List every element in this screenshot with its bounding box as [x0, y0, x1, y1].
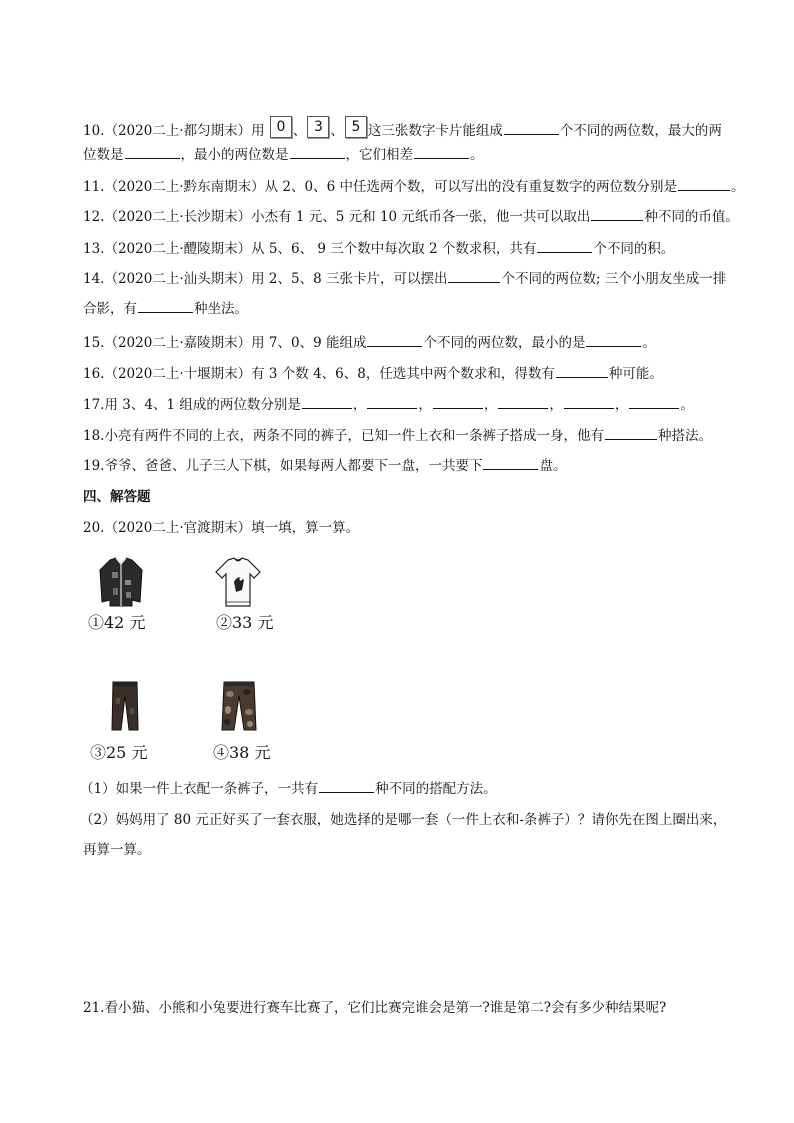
- answer-blank[interactable]: [367, 394, 417, 409]
- price-label: ②33 元: [216, 613, 274, 632]
- answer-blank[interactable]: [302, 394, 352, 409]
- answer-blank[interactable]: [414, 144, 469, 159]
- question-14-line-2: 合影，有 种坐法。: [83, 298, 723, 319]
- question-16: 16.（2020二上·十堰期末）有 3 个数 4、6、8，任选其中两个数求和，得数有 种可能。: [83, 363, 723, 384]
- question-12: 12.（2020二上·长沙期末）小杰有 1 元、5 元和 10 元纸币各一张，他一共可以取出 种不同的币值。: [83, 206, 723, 227]
- answer-blank[interactable]: [564, 394, 614, 409]
- section-heading: 四、解答题: [83, 489, 151, 505]
- answer-blank[interactable]: [319, 778, 374, 793]
- price-label: ③25 元: [90, 743, 148, 762]
- digit-card-3: 3: [307, 116, 329, 138]
- question-20: 20.（2020二上·官渡期末）填一填，算一算。: [83, 520, 360, 536]
- clothing-item-2: [214, 556, 262, 608]
- question-15: 15.（2020二上·嘉陵期末）用 7、0、9 能组成 个不同的两位数，最小的是 。: [83, 332, 723, 353]
- answer-blank[interactable]: [367, 332, 422, 347]
- question-20-part-2-line-2: 再算一算。: [83, 842, 151, 858]
- pants-icon: [110, 680, 140, 732]
- camo-pants-icon: [220, 680, 258, 732]
- question-19: 19.爷爷、爸爸、儿子三人下棋，如果每两人都要下一盘，一共要下 盘。: [83, 455, 723, 476]
- answer-blank[interactable]: [504, 120, 559, 135]
- answer-blank[interactable]: [537, 238, 592, 253]
- question-10-line-1: 10.（2020二上·都匀期末）用 0 、 3 、 5 这三张数字卡片能组成 个不同的两位数，最大的两: [83, 116, 723, 141]
- question-14-line-1: 14.（2020二上·汕头期末）用 2、5、8 三张卡片，可以摆出 个不同的两位数; 三个小朋友坐成一排: [83, 268, 723, 289]
- digit-card-0: 0: [270, 116, 292, 138]
- question-17: 17.用 3、4、1 组成的两位数分别是 ， ， ， ， ， 。: [83, 394, 723, 415]
- answer-blank[interactable]: [591, 206, 643, 221]
- answer-blank[interactable]: [605, 425, 657, 440]
- question-21: 21.看小猫、小熊和小兔要进行赛车比赛了，它们比赛完谁会是第一?谁是第二?会有多少种结果呢?: [83, 1000, 667, 1016]
- answer-blank[interactable]: [125, 144, 180, 159]
- answer-blank[interactable]: [678, 176, 730, 191]
- clothing-item-4: [220, 680, 258, 732]
- question-20-part-1: （1）如果一件上衣配一条裤子，一共有 种不同的搭配方法。: [80, 778, 720, 799]
- answer-blank[interactable]: [483, 455, 538, 470]
- question-10-line-2: 位数是 ，最小的两位数是 ，它们相差 。: [83, 144, 723, 165]
- question-18: 18.小亮有两件不同的上衣，两条不同的裤子，已知一件上衣和一条裤子搭成一身，他有 种搭法。: [83, 425, 723, 446]
- clothing-item-1: [98, 556, 144, 608]
- answer-blank[interactable]: [629, 394, 679, 409]
- answer-blank[interactable]: [498, 394, 548, 409]
- answer-blank[interactable]: [448, 268, 500, 283]
- answer-blank[interactable]: [138, 298, 193, 313]
- question-11: 11.（2020二上·黔东南期末）从 2、0、6 中任选两个数，可以写出的没有重复数字的两位数分别是 。: [83, 176, 723, 197]
- sweater-icon: [214, 556, 262, 608]
- answer-blank[interactable]: [433, 394, 483, 409]
- question-20-part-2-line-1: （2）妈妈用了 80 元正好买了一套衣服，她选择的是哪一套（一件上衣和-条裤子）？请你先在图上圈出来，: [80, 812, 727, 828]
- jacket-icon: [98, 556, 144, 608]
- answer-blank[interactable]: [290, 144, 345, 159]
- price-label: ①42 元: [88, 613, 146, 632]
- clothing-item-3: [110, 680, 140, 732]
- digit-card-5: 5: [345, 116, 367, 138]
- answer-blank[interactable]: [586, 332, 641, 347]
- answer-blank[interactable]: [556, 363, 608, 378]
- question-13: 13.（2020二上·醴陵期末）从 5、6、 9 三个数中每次取 2 个数求积，共有 个不同的积。: [83, 238, 723, 259]
- price-label: ④38 元: [213, 743, 271, 762]
